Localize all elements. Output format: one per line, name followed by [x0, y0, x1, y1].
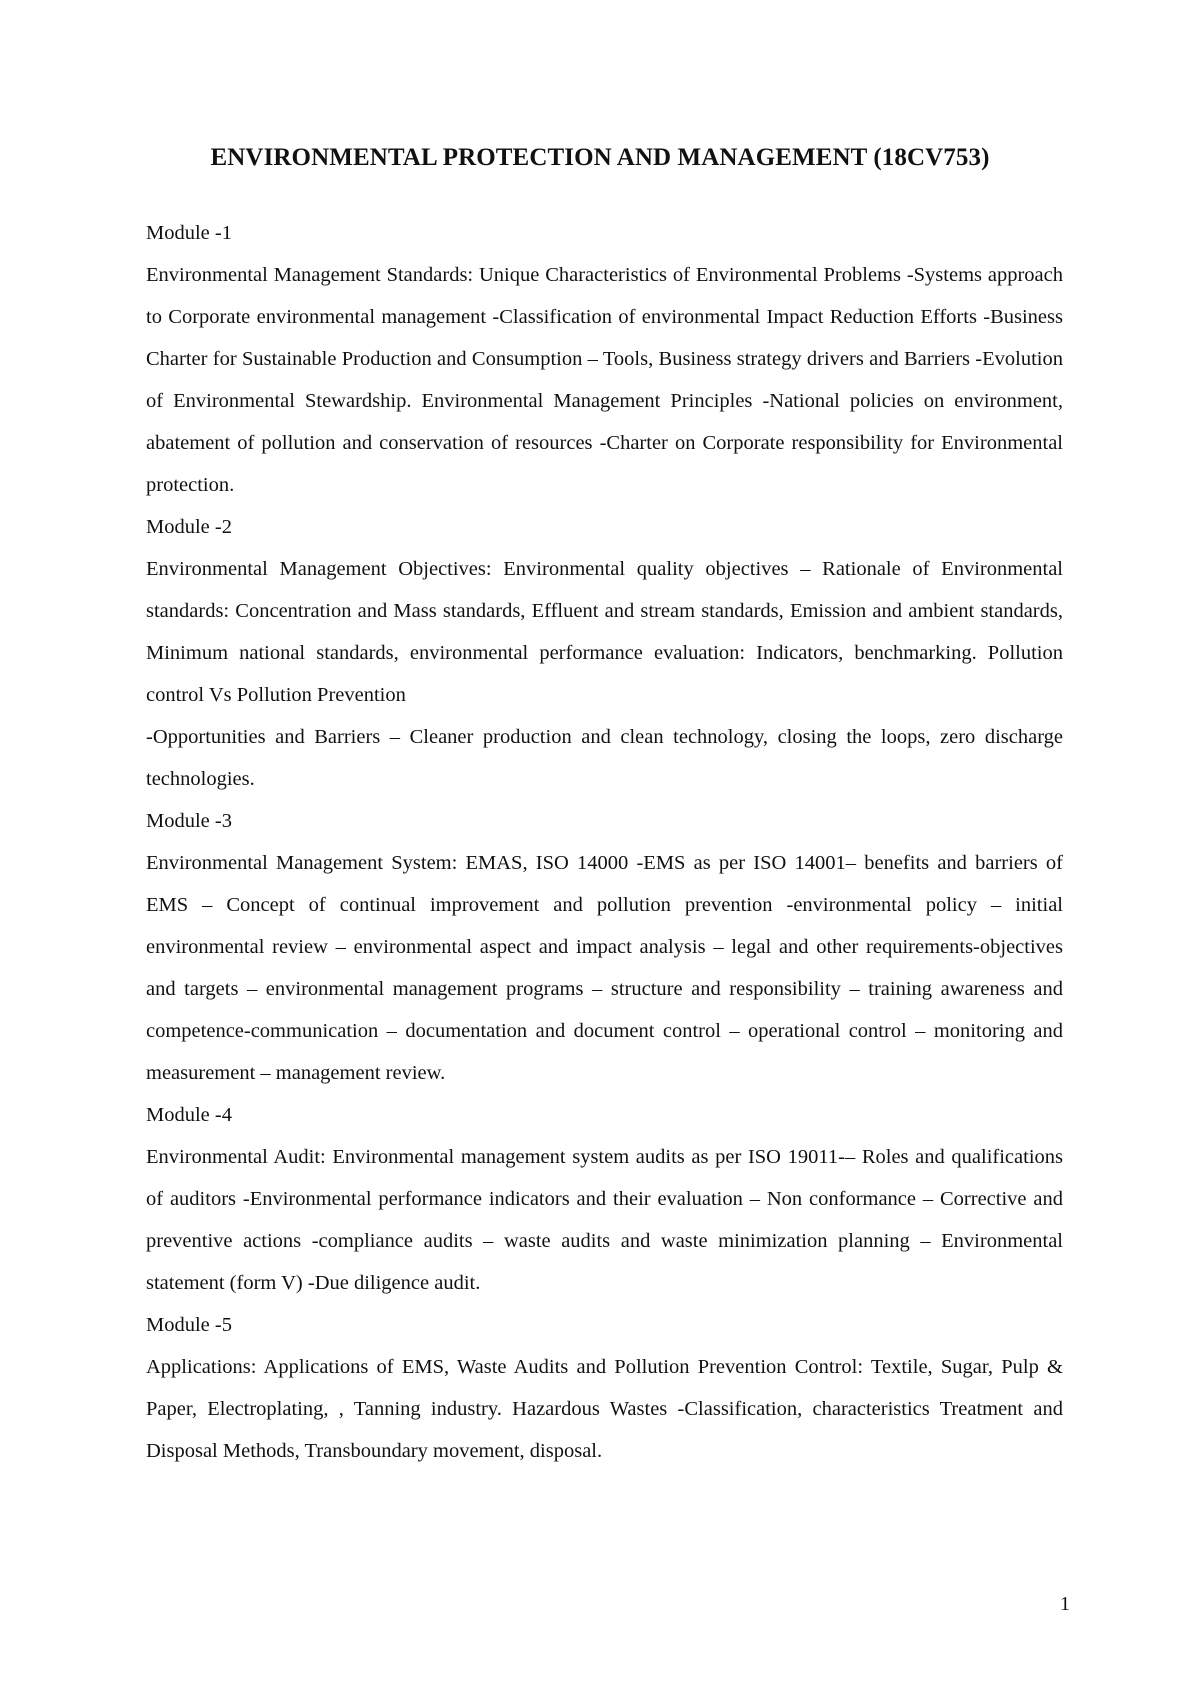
module-4-heading: Module -4 [146, 1104, 232, 1126]
module-5-section [146, 1304, 1063, 1472]
module-2-paragraph-1: Environmental Management Objectives: Environmental quality objectives – Rationale of Environmental standards: Concentration and Mass standards, Effluent and stream standards, Emission and ambient standards, Minimum national standards, environmental performance evaluation: Indicators, benchmarking. Pollution control Vs Pollution Prevention [146, 558, 1063, 706]
module-5-heading: Module -5 [146, 1314, 232, 1336]
module-3-heading: Module -3 [146, 810, 232, 832]
module-4-section [146, 1094, 1063, 1304]
module-3-paragraph: Environmental Management System: EMAS, ISO 14000 -EMS as per ISO 14001– benefits and barriers of EMS – Concept of continual improvement and pollution prevention -environmental policy – initial environmental review – environmental aspect and impact analysis – legal and other requirements-objectives and targets – environmental management programs – structure and responsibility – training awareness and competence-communication – documentation and document control – operational control – monitoring and measurement – management review. [146, 852, 1063, 1084]
document-body [146, 212, 1063, 1472]
module-1-heading: Module -1 [146, 222, 232, 244]
module-2-paragraph-2: -Opportunities and Barriers – Cleaner production and clean technology, closing the loops, zero discharge technologies. [146, 726, 1063, 790]
module-5-paragraph: Applications: Applications of EMS, Waste Audits and Pollution Prevention Control: Textile, Sugar, Pulp & Paper, Electroplating, , Tanning industry. Hazardous Wastes -Classification, characteristics Treatment and Disposal Methods, Transboundary movement, disposal. [146, 1356, 1063, 1462]
page-number: 1 [1060, 1593, 1070, 1615]
module-2-heading: Module -2 [146, 516, 232, 538]
document-title: ENVIRONMENTAL PROTECTION AND MANAGEMENT (18CV753) [210, 144, 990, 171]
module-3-section [146, 800, 1063, 1094]
module-1-section [146, 212, 1063, 506]
module-2-section [146, 506, 1063, 800]
module-4-paragraph: Environmental Audit: Environmental management system audits as per ISO 19011-– Roles and qualifications of auditors -Environmental performance indicators and their evaluation – Non conformance – Corrective and preventive actions -compliance audits – waste audits and waste minimization planning – Environmental statement (form V) -Due diligence audit. [146, 1146, 1063, 1294]
module-1-paragraph: Environmental Management Standards: Unique Characteristics of Environmental Problems -Systems approach to Corporate environmental management -Classification of environmental Impact Reduction Efforts -Business Charter for Sustainable Production and Consumption – Tools, Business strategy drivers and Barriers -Evolution of Environmental Stewardship. Environmental Management Principles -National policies on environment, abatement of pollution and conservation of resources -Charter on Corporate responsibility for Environmental protection. [146, 264, 1063, 496]
